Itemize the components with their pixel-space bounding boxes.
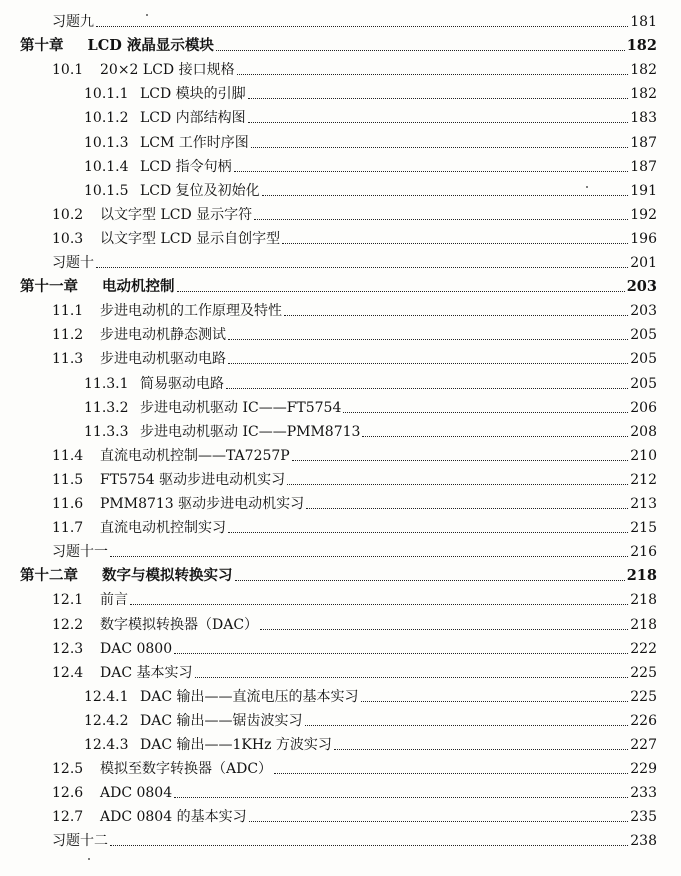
toc-title: 模拟至数字转换器（ADC） xyxy=(100,761,273,778)
toc-chapter xyxy=(20,560,657,584)
toc-number: 12.4.2 xyxy=(84,712,129,729)
toc-title: 直流电动机控制——TA7257P xyxy=(100,447,290,464)
toc-number: 10.1.3 xyxy=(84,134,129,151)
scan-speck xyxy=(586,186,588,188)
toc-section xyxy=(84,416,657,440)
toc-page-number: 205 xyxy=(630,351,657,368)
dot-leader xyxy=(248,98,629,99)
toc-page-number: 191 xyxy=(630,182,657,199)
toc-section xyxy=(84,127,657,151)
toc-title: 习题十一 xyxy=(52,544,108,561)
toc-page-number: 218 xyxy=(630,592,657,609)
toc-number: 第十一章 xyxy=(20,278,78,296)
toc-title: DAC 基本实习 xyxy=(100,664,193,681)
toc-page-number: 233 xyxy=(630,785,657,802)
dot-leader xyxy=(226,388,628,389)
toc-title: LCD 复位及初始化 xyxy=(140,182,260,199)
toc-page-number: 183 xyxy=(630,110,657,127)
toc-number: 12.4.3 xyxy=(84,737,129,753)
toc-section xyxy=(84,175,657,199)
toc-number: 11.6 xyxy=(52,496,84,512)
dot-leader xyxy=(96,267,628,268)
toc-chapter xyxy=(20,271,657,295)
toc-title: DAC 输出——1KHz 方波实习 xyxy=(140,737,332,753)
toc-page-number: 203 xyxy=(630,303,657,320)
toc-title: LCD 指令句柄 xyxy=(140,158,232,175)
dot-leader xyxy=(248,122,629,123)
dot-leader xyxy=(254,219,628,220)
toc-section xyxy=(52,223,657,247)
toc-page-number: 206 xyxy=(630,399,657,416)
toc-title: 直流电动机控制实习 xyxy=(100,520,226,537)
toc-page-number: 235 xyxy=(630,809,657,826)
dot-leader xyxy=(216,50,625,51)
dot-leader xyxy=(195,677,629,678)
toc-page-number: 205 xyxy=(630,375,657,392)
toc-section xyxy=(52,54,657,78)
toc-number: 12.1 xyxy=(52,592,84,609)
toc-page-number: 182 xyxy=(626,37,657,55)
toc-number: 11.2 xyxy=(52,327,84,344)
toc-title: PMM8713 驱动步进电动机实习 xyxy=(100,496,305,512)
toc-section xyxy=(52,295,657,319)
dot-leader xyxy=(228,532,628,533)
toc-number: 11.3.2 xyxy=(84,399,129,416)
toc-section xyxy=(52,753,657,777)
dot-leader xyxy=(110,845,628,846)
toc-exercise xyxy=(52,6,657,30)
dot-leader xyxy=(174,797,628,798)
toc-number: 12.2 xyxy=(52,616,84,633)
dot-leader xyxy=(96,26,628,27)
toc-title: 步进电动机驱动 IC——FT5754 xyxy=(140,399,342,416)
toc-number: 11.1 xyxy=(52,303,84,320)
toc-exercise xyxy=(52,247,657,271)
toc-page-number: 227 xyxy=(630,737,657,753)
toc-title: 习题十 xyxy=(52,255,94,271)
dot-leader xyxy=(292,460,629,461)
dot-leader xyxy=(177,291,625,292)
toc-number: 10.1.1 xyxy=(84,86,129,103)
toc-page-number: 187 xyxy=(630,134,657,151)
toc-number: 10.1.4 xyxy=(84,158,129,175)
toc-number: 12.4 xyxy=(52,664,84,681)
toc-number: 第十章 xyxy=(20,37,64,55)
dot-leader xyxy=(343,412,628,413)
toc-title: 步进电动机静态测试 xyxy=(100,327,226,344)
toc-section xyxy=(84,368,657,392)
toc-section xyxy=(84,392,657,416)
toc-section xyxy=(52,440,657,464)
toc-exercise xyxy=(52,536,657,560)
toc-page-number: 210 xyxy=(630,447,657,464)
dot-leader xyxy=(234,171,629,172)
toc-section xyxy=(52,319,657,343)
toc-page-number: 212 xyxy=(630,471,657,488)
toc-title: ADC 0804 的基本实习 xyxy=(100,809,247,826)
toc-exercise xyxy=(52,825,657,849)
toc-page-number: 238 xyxy=(630,833,657,850)
dot-leader xyxy=(282,243,628,244)
toc-page-number: 196 xyxy=(630,230,657,247)
toc-page-number: 213 xyxy=(630,496,657,512)
toc-title: DAC 0800 xyxy=(100,640,173,657)
dot-leader xyxy=(362,436,628,437)
dot-leader xyxy=(174,653,628,654)
toc-section xyxy=(84,78,657,102)
toc-section xyxy=(52,777,657,801)
toc-title: ADC 0804 xyxy=(100,785,173,802)
toc-title: LCD 内部结构图 xyxy=(140,110,246,127)
toc-section xyxy=(52,584,657,608)
toc-number: 12.4.1 xyxy=(84,688,129,705)
dot-leader xyxy=(249,821,629,822)
toc-section xyxy=(52,488,657,512)
toc-title: 前言 xyxy=(100,592,128,609)
toc-title: DAC 输出——直流电压的基本实习 xyxy=(140,688,359,705)
dot-leader xyxy=(306,508,628,509)
toc-number: 10.1 xyxy=(52,62,84,79)
dot-leader xyxy=(284,315,628,316)
dot-leader xyxy=(334,749,628,750)
toc-title: 简易驱动电路 xyxy=(140,375,224,392)
toc-page-number: 225 xyxy=(630,688,657,705)
toc-number: 12.5 xyxy=(52,761,84,778)
dot-leader xyxy=(287,484,628,485)
toc-title: 步进电动机驱动 IC——PMM8713 xyxy=(140,423,361,440)
toc-number: 11.4 xyxy=(52,447,84,464)
toc-page-number: 187 xyxy=(630,158,657,175)
toc-section xyxy=(52,801,657,825)
dot-leader xyxy=(361,701,629,702)
toc-title: 数字模拟转换器（DAC） xyxy=(100,616,259,633)
dot-leader xyxy=(262,195,629,196)
toc-page-number: 225 xyxy=(630,664,657,681)
dot-leader xyxy=(251,147,628,148)
toc-number: 10.3 xyxy=(52,230,84,247)
dot-leader xyxy=(260,629,628,630)
toc-page-number: 216 xyxy=(630,544,657,561)
toc-number: 12.7 xyxy=(52,809,84,826)
toc-page-number: 182 xyxy=(630,62,657,79)
toc-page-number: 229 xyxy=(630,761,657,778)
toc-title: LCD 液晶显示模块 xyxy=(87,37,214,55)
toc-section xyxy=(52,199,657,223)
toc-title: 20×2 LCD 接口规格 xyxy=(100,62,235,79)
toc-number: 10.2 xyxy=(52,206,84,223)
dot-leader xyxy=(110,556,628,557)
toc-page-number: 215 xyxy=(630,520,657,537)
toc-section xyxy=(84,151,657,175)
toc-section xyxy=(52,343,657,367)
toc-section xyxy=(84,729,657,753)
toc-number: 12.3 xyxy=(52,640,84,657)
toc-title: DAC 输出——锯齿波实习 xyxy=(140,712,303,729)
dot-leader xyxy=(274,773,628,774)
dot-leader xyxy=(228,339,628,340)
toc-page-number: 222 xyxy=(630,640,657,657)
dot-leader xyxy=(305,725,629,726)
toc-chapter xyxy=(20,30,657,54)
toc-page-number: 201 xyxy=(630,255,657,271)
toc-section xyxy=(52,464,657,488)
toc-page-number: 181 xyxy=(630,14,657,30)
toc-number: 10.1.5 xyxy=(84,182,129,199)
toc-number: 11.7 xyxy=(52,520,84,537)
scan-speck xyxy=(146,14,148,16)
toc-title: 数字与模拟转换实习 xyxy=(102,567,233,585)
toc-title: 电动机控制 xyxy=(102,278,175,296)
toc-title: 习题九 xyxy=(52,14,94,30)
toc-title: 步进电动机驱动电路 xyxy=(100,351,226,368)
toc-number: 11.3 xyxy=(52,351,84,368)
toc-title: LCM 工作时序图 xyxy=(140,134,249,151)
toc-number: 11.5 xyxy=(52,471,84,488)
toc-section xyxy=(84,705,657,729)
dot-leader xyxy=(237,74,629,75)
dot-leader xyxy=(130,604,628,605)
toc-title: LCD 模块的引脚 xyxy=(140,86,246,103)
toc-title: 以文字型 LCD 显示字符 xyxy=(100,206,253,223)
toc-page-number: 205 xyxy=(630,327,657,344)
toc-page-number: 218 xyxy=(630,616,657,633)
toc-page-number: 192 xyxy=(630,206,657,223)
toc-section xyxy=(84,102,657,126)
toc-section xyxy=(52,657,657,681)
dot-leader xyxy=(228,363,628,364)
scan-speck xyxy=(88,858,90,860)
toc-page-number: 182 xyxy=(630,86,657,103)
toc-page-number: 203 xyxy=(626,278,657,296)
toc-page-number: 226 xyxy=(630,712,657,729)
toc-section xyxy=(52,609,657,633)
toc-number: 12.6 xyxy=(52,785,84,802)
toc-number: 11.3.3 xyxy=(84,423,129,440)
dot-leader xyxy=(235,580,625,581)
toc-section xyxy=(52,633,657,657)
toc-section xyxy=(52,512,657,536)
toc-title: 步进电动机的工作原理及特性 xyxy=(100,303,282,320)
toc-title: FT5754 驱动步进电动机实习 xyxy=(100,471,286,488)
toc-number: 10.1.2 xyxy=(84,110,129,127)
toc-title: 以文字型 LCD 显示自创字型 xyxy=(100,230,281,247)
toc-number: 11.3.1 xyxy=(84,375,129,392)
toc-page-number: 218 xyxy=(626,567,657,585)
toc-section xyxy=(84,681,657,705)
toc-number: 第十二章 xyxy=(20,567,78,585)
toc-page-number: 208 xyxy=(630,423,657,440)
toc-title: 习题十二 xyxy=(52,833,108,850)
